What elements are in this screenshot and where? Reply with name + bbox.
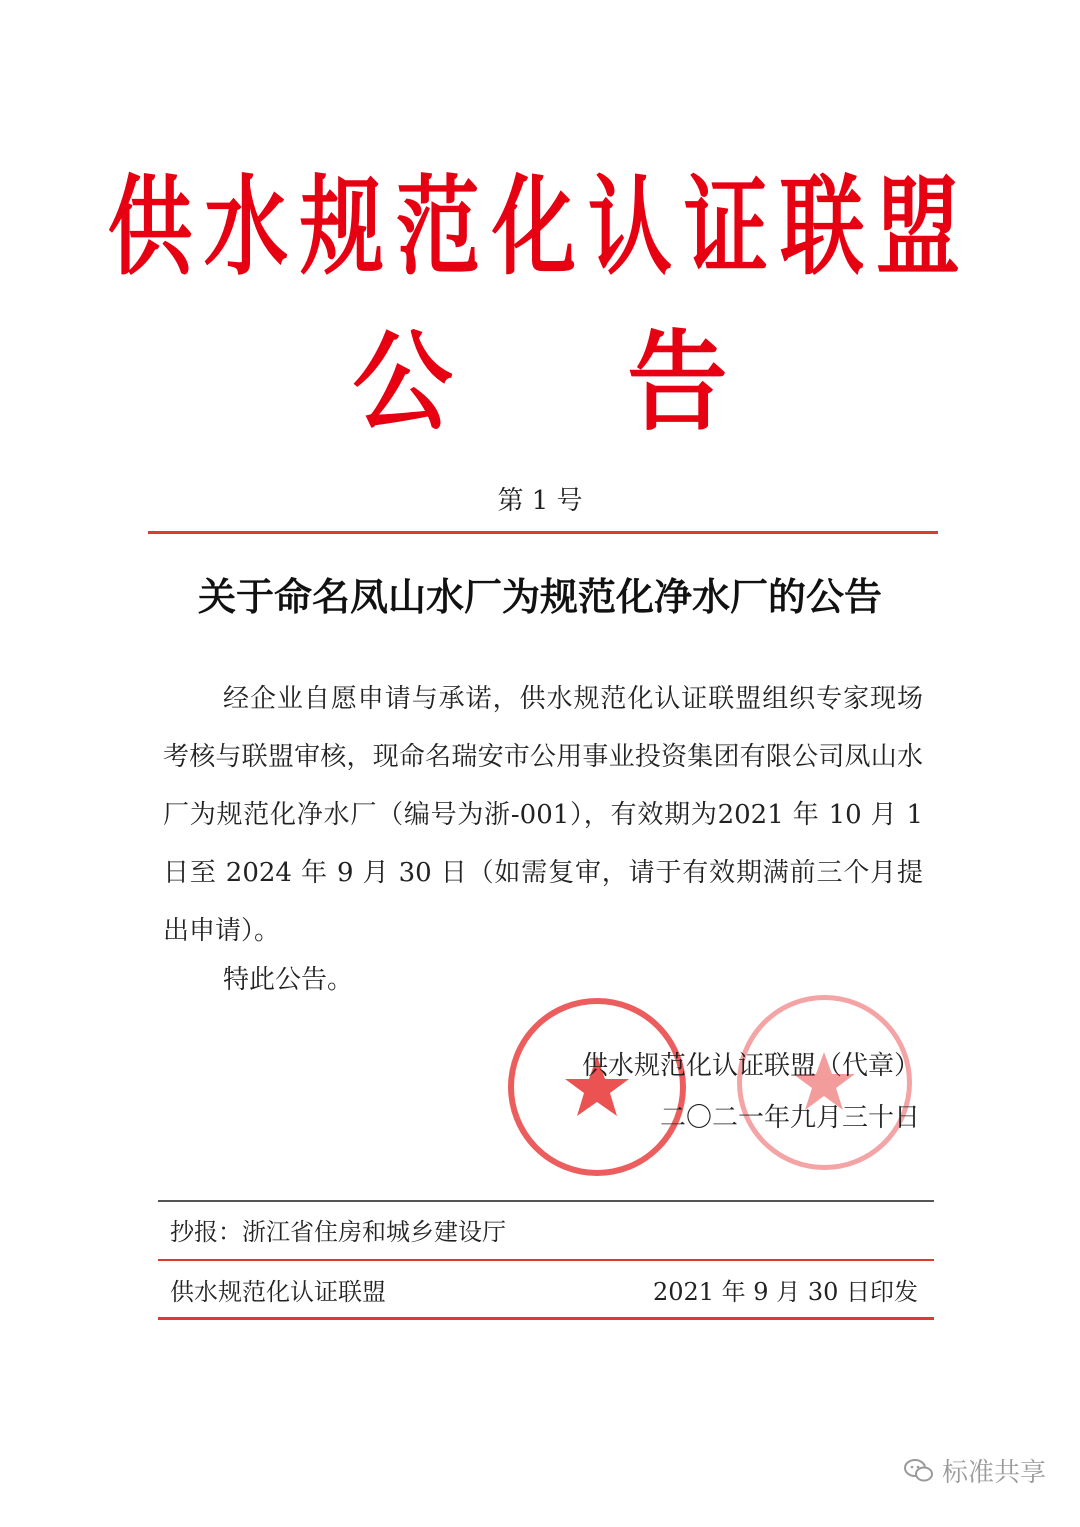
organization-header: 供水规范化认证联盟 xyxy=(107,164,972,290)
signature-date: 二〇二一年九月三十日 xyxy=(659,1103,920,1133)
cc-recipient: 抄报：浙江省住房和城乡建设厅 xyxy=(170,1218,506,1246)
footer-divider-bottom xyxy=(158,1317,934,1320)
signer-name: 供水规范化认证联盟（代章） xyxy=(581,1051,920,1081)
document-number: 第 1 号 xyxy=(497,486,583,516)
footer-divider-top xyxy=(158,1200,934,1202)
watermark-text: 标准共享 xyxy=(942,1458,1047,1488)
issuing-organization: 供水规范化认证联盟 xyxy=(170,1278,386,1306)
header-divider xyxy=(148,531,938,534)
signature-block xyxy=(540,1040,920,1144)
wechat-icon xyxy=(904,1458,934,1484)
footer-divider-middle xyxy=(158,1259,934,1261)
issue-date: 2021 年 9 月 30 日印发 xyxy=(652,1278,918,1306)
document-title: 关于命名凤山水厂为规范化净水厂的公告 xyxy=(197,575,882,619)
watermark xyxy=(904,1452,1046,1489)
closing-line: 特此公告。 xyxy=(223,965,354,995)
body-paragraph: 经企业自愿申请与承诺，供水规范化认证联盟组织专家现场考核与联盟审核，现命名瑞安市公用事业投资集团有限公司凤山水厂为规范化净水厂（编号为浙-001），有效期为2021 年 10 月 1 日至 2024 年 9 月 30 日（如需复审，请于有效期满前三个月提出申请）。 xyxy=(163,684,923,946)
document-type: 公 告 xyxy=(352,319,798,446)
